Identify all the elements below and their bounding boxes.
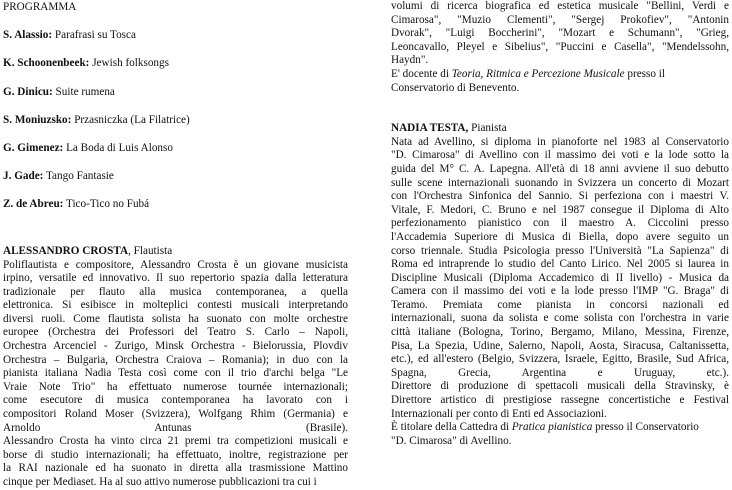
text-line: Haydn".: [391, 54, 429, 67]
program-work: Tango Fantasie: [43, 170, 114, 183]
text-line: Leoncavallo, Pleyel e Sibelius", "Puccini e Casella", "Mendelssohn,: [391, 40, 729, 53]
right-column: [391, 0, 729, 448]
chair-course: Pratica pianistica: [511, 421, 593, 434]
text-line: irpino, versatile ed innovativo. Il suo repertorio spazia dalla letteratura: [3, 272, 348, 285]
text-line: guida del M° C. A. Lapegna. All'età di 18 anni avviene il suo debutto: [391, 162, 729, 175]
text-line: sulle scene internazionali suonando in Svizzera un concerto di Mozart: [391, 176, 729, 189]
program-work: Przasniczka (La Filatrice): [71, 113, 190, 126]
program-composer: K. Schoonenbeek:: [3, 57, 90, 70]
crosta-heading: [3, 245, 348, 259]
teaching-course: Teoria, Ritmica e Percezione Musicale: [451, 67, 625, 80]
text-line: Discipline Musicali (Diploma Accademico di II livello) - Musica da: [391, 271, 729, 284]
program-work: Parafrasi su Tosca: [52, 29, 136, 42]
text-line: Orchestra – Bulgaria, Orchestra Craiova – Romania); in duo con la: [3, 353, 348, 366]
text-line: pianista italiana Nadia Testa così come con il trio d'archi belga "Le: [3, 367, 348, 380]
text-line: Alessandro Crosta ha vinto circa 21 premi tra competizioni musicali e: [3, 435, 348, 448]
text-line: città italiane (Bologna, Torino, Bergamo, Milano, Messina, Firenze,: [391, 326, 729, 339]
program-item: [3, 170, 348, 184]
text-line: come esecutore di musica contemporanea ha lavorato con i: [3, 394, 348, 407]
text-line: borse di studio internazionali; ha effettuato, inoltre, registrazione per: [3, 448, 348, 461]
testa-bio: [391, 136, 729, 421]
program-work: Suite rumena: [52, 85, 115, 98]
text-line: internazionali, suona da solista e come solista con l'orchestra in varie: [391, 312, 729, 325]
text-line: Teramo. Premiata come pianista in concorsi nazionali ed: [391, 298, 729, 311]
text-line: "D. Cimarosa" di Avellino con il massimo dei voti e la lode sotto la: [391, 149, 729, 162]
program-title: PROGRAMMA: [3, 1, 77, 13]
text-line: Poliflautista e compositore, Alessandro Crosta è un giovane musicista: [3, 258, 348, 271]
text-line: Dvorak", "Luigi Boccherini", "Mozart e Schumann", "Grieg,: [391, 27, 729, 40]
program-item: [3, 57, 348, 71]
text-line: compositori Roland Moser (Svizzera), Wolfgang Rhim (Germania) e: [3, 408, 348, 421]
crosta-bio: [3, 259, 348, 490]
teaching-text-end: presso il: [624, 67, 665, 80]
text-line: cinque per Mediaset. Ha al suo attivo numerose pubblicazioni tra cui i: [3, 476, 317, 488]
text-line: Internazionali per conto di Enti ed Associazioni.: [391, 407, 607, 420]
chair-text: È titolare della Cattedra di: [391, 421, 512, 434]
program-list: [3, 29, 348, 212]
program-composer: S. Moniuzsko:: [3, 113, 72, 126]
text-line: Vraie Note Trio" ha effettuato numerose tournée internazionali;: [3, 380, 348, 393]
text-line: perfezionamento pianistico con il maestro A. Ciccolini presso: [391, 217, 729, 230]
text-line: Cimarosa", "Muzio Clementi", "Sergej Prokofiev", "Antonin: [391, 13, 729, 26]
text-line: diversi ruoli. Come flautista solista ha suonato con molte orchestre: [3, 312, 348, 325]
text-line: Direttore di produzione di spettacoli musicali della Stravinsky, è: [391, 380, 729, 393]
text-line: l'Accademia Superiore di Musica di Biella, dopo avere seguito un: [391, 230, 729, 243]
text-line: europee (Orchestra dei Professori del Teatro S. Carlo – Napoli,: [3, 326, 348, 339]
text-line: elettronica. Si esibisce in molteplici contesti musicali interpretando: [3, 299, 348, 312]
text-line: la RAI nazionale ed ha suonato in diretta alla trasmissione Mattino: [3, 462, 348, 475]
program-work: Jewish folksongs: [89, 57, 169, 70]
text-line: Vitale, F. Medori, C. Bruno e nel 1987 consegue il Diploma di Alto: [391, 203, 729, 216]
program-item: [3, 142, 348, 156]
text-line: volumi di ricerca biografica ed estetica musicale "Bellini, Verdi e: [391, 0, 729, 12]
crosta-bio-continued: [391, 0, 729, 68]
text-line: Orchestra Arcenciel - Zurigo, Minsk Orchestra - Bielorussia, Plovdiv: [3, 340, 348, 353]
crosta-teaching: [391, 68, 729, 82]
crosta-name: ALESSANDRO CROSTA: [3, 244, 129, 257]
text-line: corso triennale. Studia Psicologia presso l'Università "La Sapienza" di: [391, 244, 729, 257]
left-column: [3, 0, 348, 490]
testa-heading: [391, 122, 729, 136]
text-line: con l'Orchestra Sinfonica del Sannio. Si perfeziona con i maestri V.: [391, 190, 729, 203]
text-line: Arnoldo Antunas (Brasile).: [3, 421, 348, 434]
testa-name: NADIA TESTA,: [391, 122, 469, 135]
crosta-role: , Flautista: [128, 244, 173, 257]
program-composer: Z. de Abreu:: [3, 198, 64, 211]
program-composer: S. Alassio:: [3, 29, 53, 42]
text-line: Direttore artistico di prestigiose rassegne concertistiche e Festival: [391, 394, 729, 407]
program-work: Tico-Tico no Fubá: [63, 198, 150, 211]
chair-text-end: presso il Conservatorio: [592, 421, 699, 434]
testa-chair-line2: "D. Cimarosa" di Avellino.: [391, 434, 512, 447]
text-line: etc.), ed all'estero (Belgio, Svizzera, Israele, Egitto, Brasile, Sud Africa,: [391, 353, 729, 366]
program-composer: J. Gade:: [3, 170, 44, 183]
program-item: [3, 86, 348, 100]
teaching-text: E' docente di: [391, 67, 452, 80]
program-item: [3, 29, 348, 43]
text-line: Nata ad Avellino, si diploma in pianoforte nel 1983 al Conservatorio: [391, 135, 729, 148]
text-line: Pisa, La Spezia, Udine, Salerno, Napoli, Aosta, Siracusa, Caltanissetta,: [391, 339, 729, 352]
text-line: Camera con il massimo dei voti e la lode presso l'IMP "G. Braga" di: [391, 285, 729, 298]
testa-role: Pianista: [468, 122, 507, 135]
program-item: [3, 114, 348, 128]
program-work: La Boda di Luis Alonso: [63, 141, 173, 154]
program-composer: G. Gimenez:: [3, 141, 64, 154]
crosta-teaching-line2: Conservatorio di Benevento.: [391, 81, 520, 94]
program-composer: G. Dinicu:: [3, 85, 53, 98]
program-item: [3, 198, 348, 212]
text-line: Spagna, Grecia, Argentina e Uruguay, etc.).: [391, 366, 729, 379]
text-line: Roma ed intraprende lo studio del Canto Lirico. Nel 2005 si laurea in: [391, 258, 729, 271]
text-line: tradizionale per flauto alla musica contemporanea, a quella: [3, 285, 348, 298]
testa-chair: [391, 421, 729, 435]
